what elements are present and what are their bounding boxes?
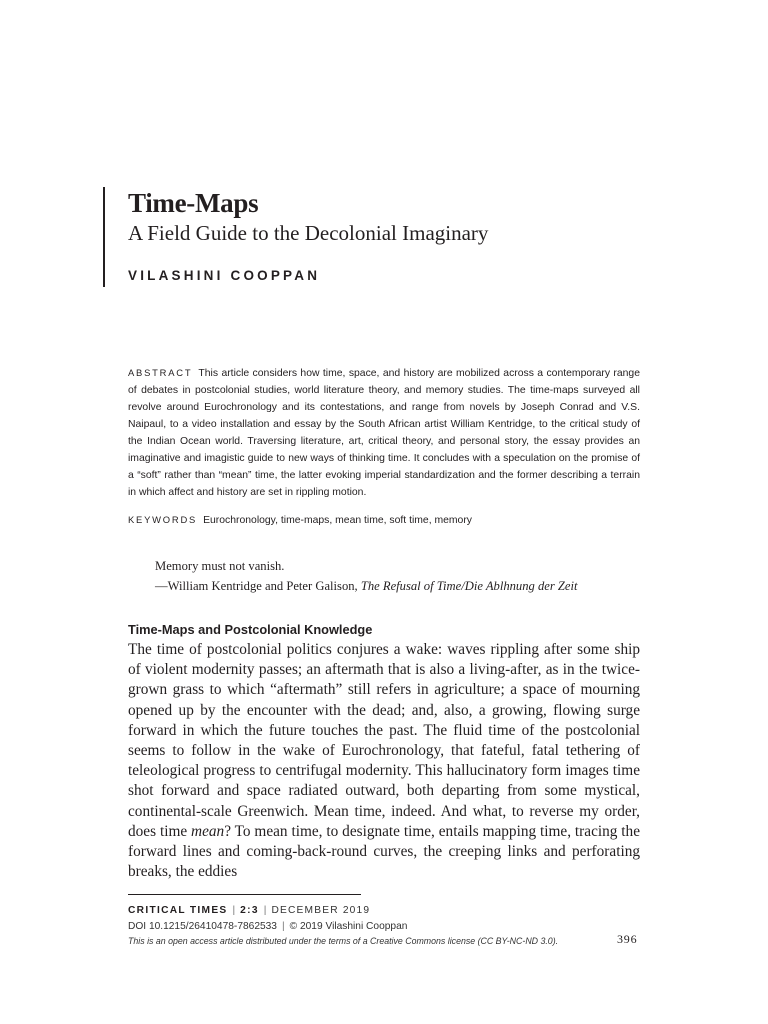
page-number: 396 xyxy=(617,932,638,946)
body-text-part1: The time of postcolonial politics conjures a wake: waves rippling after some ship of violent modernity passes; an aftermath that is also a living-after, as in the twice-grown grass to which “aftermath” still refers in agriculture; a space of mourning opened up by the encounter with the dead; and, also, a growing, flowing surge forward in which the future touches the past. The fluid time of the postcolonial seems to follow in the wake of Eurochronology, that fateful, fatal tethering of teleological progress to centrifugal modernity. This hallucinatory form images time shot forward and space radiated outward, both departing from some mystical, continental-scale Greenwich. Mean time, indeed. And what, to reverse my order, does time xyxy=(128,641,640,840)
epigraph-attribution-prefix: —William Kentridge and Peter Galison, xyxy=(155,579,361,593)
epigraph-quote: Memory must not vanish. xyxy=(155,559,285,573)
epigraph-work-title: The Refusal of Time/Die Ablhnung der Zeit xyxy=(360,579,578,593)
journal-date: DECEMBER 2019 xyxy=(271,905,371,916)
copyright: © 2019 Vilashini Cooppan xyxy=(289,920,408,932)
footer-citation: CRITICAL TIMES | 2:3 | DECEMBER 2019 xyxy=(128,905,371,916)
keywords-text: Eurochronology, time-maps, mean time, soft time, memory xyxy=(203,515,472,526)
footer-rule xyxy=(128,894,361,895)
abstract xyxy=(128,364,640,501)
journal-issue: 2:3 xyxy=(240,905,259,916)
page-footer xyxy=(128,903,558,950)
license-notice: This is an open access article distributed under the terms of a Creative Commons license (CC BY-NC-ND 3.0). xyxy=(128,936,559,946)
keywords-label: KEYWORDS xyxy=(128,514,198,525)
abstract-label: ABSTRACT xyxy=(128,367,193,378)
doi: DOI 10.1215/26410478-7862533 xyxy=(128,920,277,932)
abstract-text: This article considers how time, space, and history are mobilized across a contemporary range of debates in postcolonial studies, world literature theory, and memory studies. The time-maps surveyed all revolve around Eurochronology and its contestations, and range from novels by Joseph Conrad and V.S. Naipaul, to a video installation and essay by the South African artist William Kentridge, to the critical study of the Indian Ocean world. Traversing literature, art, critical theory, and personal story, the essay provides an imaginative and imagistic guide to new ways of thinking time. It concludes with a speculation on the promise of a “soft” rather than “mean” time, the latter evoking imperial standardization and the former describing a terrain in which affect and history are set in rippling motion. xyxy=(128,368,640,498)
section-heading: Time-Maps and Postcolonial Knowledge xyxy=(128,622,373,637)
body-text-emphasis: mean xyxy=(191,822,225,840)
body-paragraph xyxy=(128,640,640,882)
journal-name: CRITICAL TIMES xyxy=(128,905,228,916)
keywords xyxy=(128,511,640,529)
body-text-part2: ? To mean time, to designate time, entails mapping time, tracing the forward lines and coming-back-round curves, the creeping links and perforating breaks, the eddies xyxy=(128,822,640,881)
article-author: VILASHINI COOPPAN xyxy=(128,268,321,283)
title-rule xyxy=(103,187,105,287)
footer-doi-line: DOI 10.1215/26410478-7862533 | © 2019 Vilashini Cooppan xyxy=(128,920,408,932)
article-subtitle: A Field Guide to the Decolonial Imaginary xyxy=(128,221,489,245)
article-title: Time-Maps xyxy=(128,188,259,218)
epigraph xyxy=(155,556,578,596)
epigraph-attribution xyxy=(155,576,578,596)
